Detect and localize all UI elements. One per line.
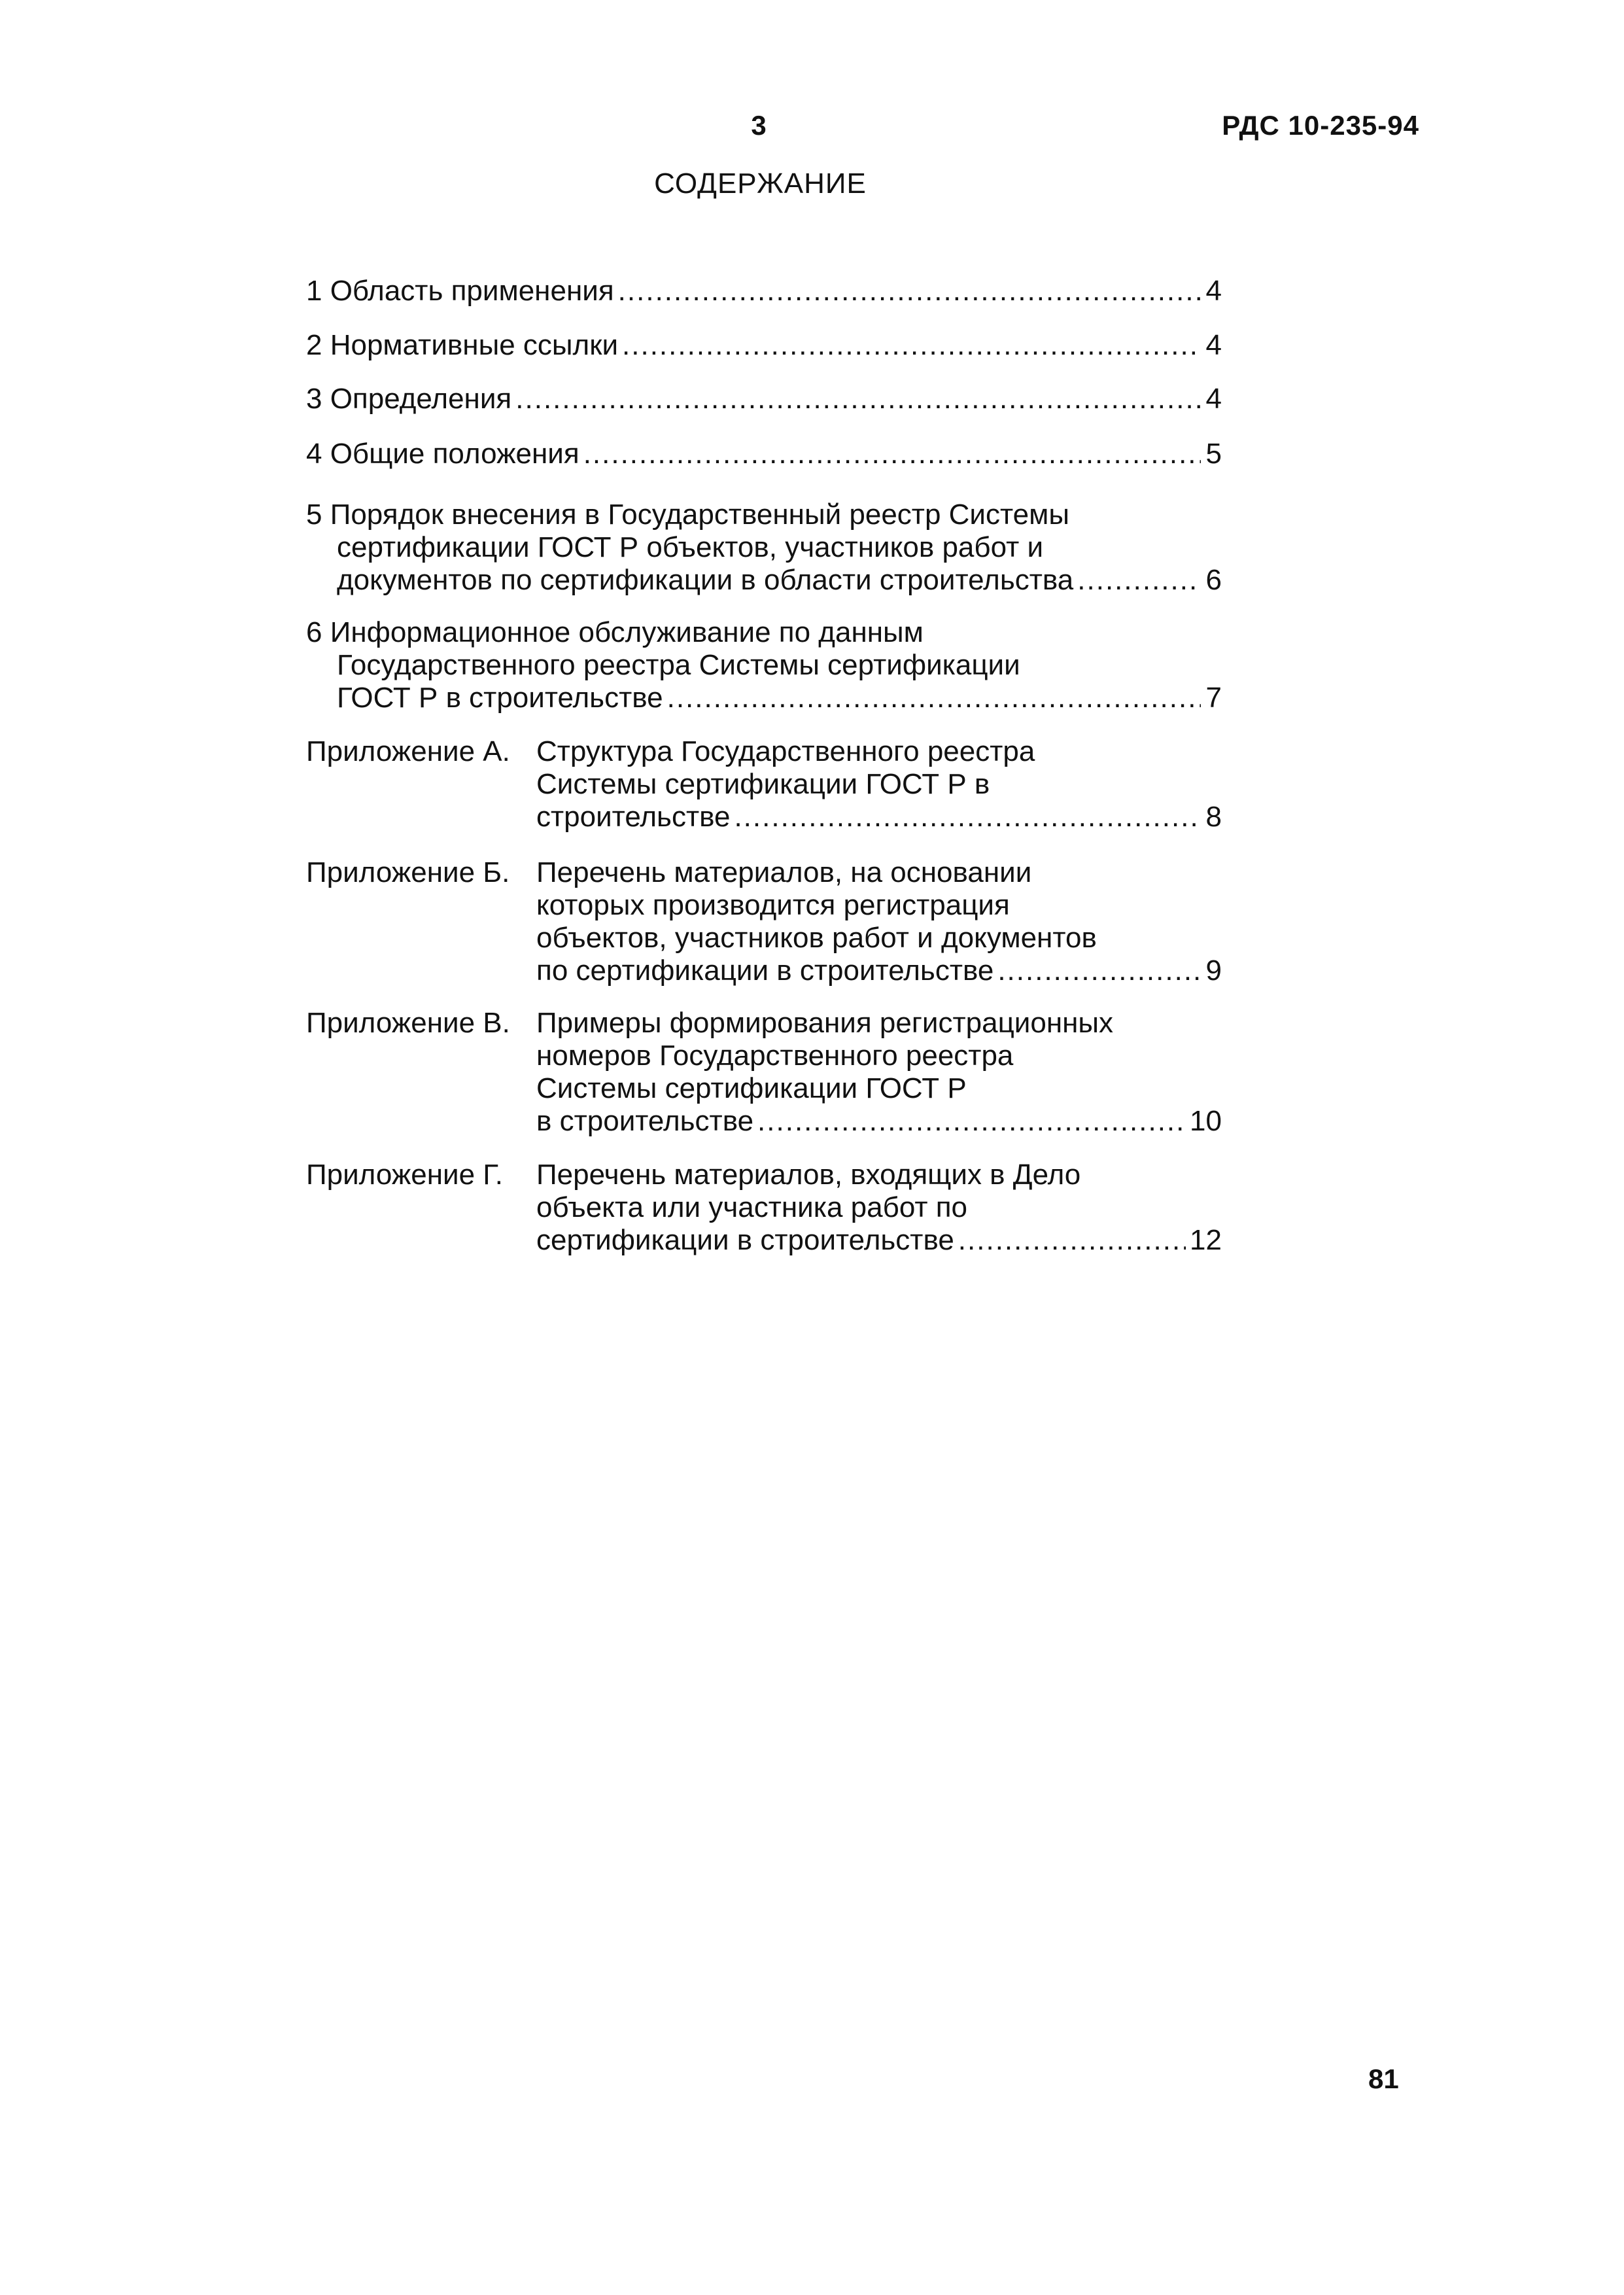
toc-entry-text: 3 Определения xyxy=(306,383,512,415)
toc-entry-text: Государственного реестра Системы сертификации xyxy=(337,649,1020,681)
toc-appendix-a[interactable] xyxy=(306,735,1222,833)
toc-entry-text: 4 Общие положения xyxy=(306,438,579,470)
dot-leader xyxy=(622,329,1201,362)
toc-entry-text: 6 Информационное обслуживание по данным xyxy=(306,616,924,648)
appendix-text: в строительстве xyxy=(536,1105,754,1137)
appendix-text: объектов, участников работ и документов xyxy=(536,922,1097,954)
appendix-text: сертификации в строительстве xyxy=(536,1224,954,1256)
toc-page-number: 5 xyxy=(1205,438,1222,470)
header-page-number: 3 xyxy=(751,110,767,141)
toc-entry-5[interactable] xyxy=(306,499,1222,597)
dot-leader xyxy=(757,1105,1186,1138)
appendix-text: объекта или участника работ по xyxy=(536,1191,967,1223)
dot-leader xyxy=(618,275,1201,307)
dot-leader xyxy=(958,1224,1186,1257)
toc-page-number: 4 xyxy=(1205,383,1222,415)
toc-page-number: 8 xyxy=(1205,801,1222,833)
toc-page-number: 7 xyxy=(1205,682,1222,714)
toc-entry-text: ГОСТ Р в строительстве xyxy=(337,682,663,714)
dot-leader xyxy=(583,438,1201,470)
toc-appendix-b[interactable] xyxy=(306,856,1222,987)
appendix-label: Приложение А. xyxy=(306,735,510,767)
toc-entry-text: 2 Нормативные ссылки xyxy=(306,329,619,361)
appendix-text: Перечень материалов, на основании xyxy=(536,856,1032,888)
appendix-text: которых производится регистрация xyxy=(536,889,1010,921)
dot-leader xyxy=(997,955,1201,987)
toc-page-number: 4 xyxy=(1205,275,1222,307)
appendix-label: Приложение Б. xyxy=(306,856,510,888)
toc-entry-2[interactable] xyxy=(306,329,1222,362)
appendix-text: Перечень материалов, входящих в Дело xyxy=(536,1159,1081,1191)
toc-appendix-v[interactable] xyxy=(306,1007,1222,1138)
appendix-text: Структура Государственного реестра xyxy=(536,735,1035,767)
appendix-text: по сертификации в строительстве xyxy=(536,955,994,987)
toc-entry-text: документов по сертификации в области строительства xyxy=(337,564,1074,596)
toc-entry-1[interactable] xyxy=(306,275,1222,307)
footer-page-number: 81 xyxy=(1368,2063,1399,2094)
appendix-text: Системы сертификации ГОСТ Р xyxy=(536,1072,967,1104)
toc-page-number: 6 xyxy=(1205,564,1222,596)
appendix-label: Приложение В. xyxy=(306,1007,510,1039)
dot-leader xyxy=(667,682,1201,714)
toc-entry-text: 1 Область применения xyxy=(306,275,614,307)
toc-entry-text: сертификации ГОСТ Р объектов, участников работ и xyxy=(337,531,1044,563)
appendix-text: номеров Государственного реестра xyxy=(536,1040,1014,1072)
appendix-label: Приложение Г. xyxy=(306,1159,503,1191)
toc-page-number: 10 xyxy=(1190,1105,1222,1137)
appendix-text: строительстве xyxy=(536,801,731,833)
document-code: РДС 10-235-94 xyxy=(1222,110,1419,141)
toc-page-number: 9 xyxy=(1205,955,1222,987)
toc-page-number: 12 xyxy=(1190,1224,1222,1256)
table-of-contents xyxy=(306,0,1222,2295)
appendix-text: Примеры формирования регистрационных xyxy=(536,1007,1114,1039)
dot-leader xyxy=(734,801,1201,833)
toc-entry-4[interactable] xyxy=(306,438,1222,470)
page-title: СОДЕРЖАНИЕ xyxy=(654,167,867,200)
appendix-text: Системы сертификации ГОСТ Р в xyxy=(536,768,990,800)
toc-entry-6[interactable] xyxy=(306,616,1222,714)
toc-entry-text: 5 Порядок внесения в Государственный реестр Системы xyxy=(306,499,1070,531)
dot-leader xyxy=(515,383,1201,415)
toc-entry-3[interactable] xyxy=(306,383,1222,415)
toc-page-number: 4 xyxy=(1205,329,1222,361)
dot-leader xyxy=(1077,564,1201,597)
toc-appendix-g[interactable] xyxy=(306,1159,1222,1257)
